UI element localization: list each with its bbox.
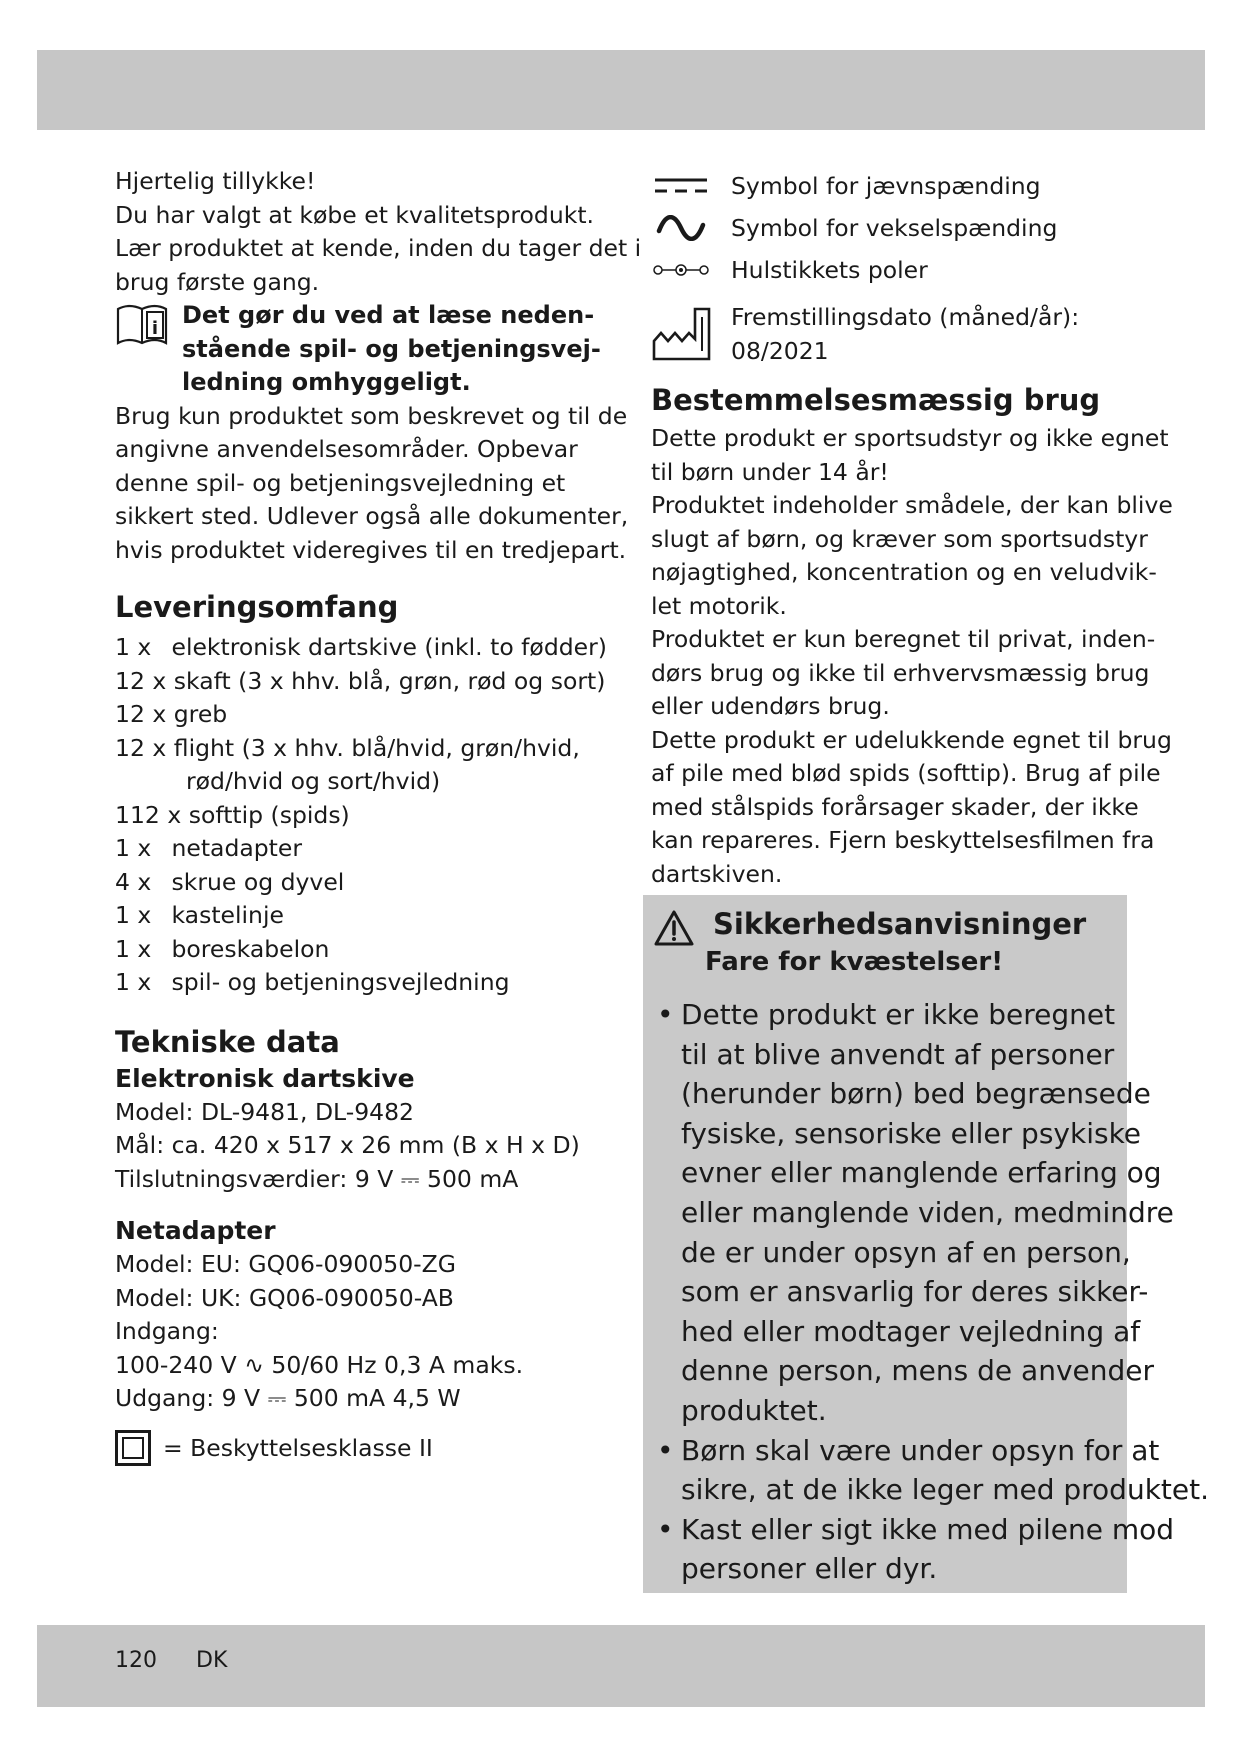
note-line: stående spil- og betjeningsvej- [182,334,601,363]
list-item: 12 x greb [115,700,228,728]
list-item: 1 x boreskabelon [115,934,330,963]
intro-line: Du har valgt at købe et kvalitetsprodukt. [115,200,595,229]
scope-heading: Leveringsomfang [115,590,399,624]
intended-line: dartskiven. [651,859,783,888]
header-band [37,50,1205,130]
tech-heading: Tekniske data [115,1024,340,1059]
info-book-icon [115,303,169,347]
intended-line: dørs brug og ikke til erhvervsmæssig brug [651,658,1150,687]
intended-line: Dette produkt er sportsudstyr og ikke egnet [651,424,1169,452]
symbol-row [651,249,1131,291]
list-item: • Børn skal være under opsyn for at sikre, at de ikke leger med produktet. [657,1431,1127,1510]
spec-line: 100-240 V ∿ 50/60 Hz 0,3 A maks. [115,1350,524,1379]
manufacture-date-value: 08/2021 [731,336,829,365]
symbol-row [651,207,1131,249]
intended-line: Produktet er kun beregnet til privat, inden- [651,625,1156,653]
list-item: 1 x kastelinje [115,901,284,929]
intro-text [115,165,642,299]
list-item: 1 x spil- og betjeningsvejledning [115,968,510,996]
warning-subtitle: Fare for kvæstelser! [705,947,1004,977]
manufacture-date-label: Fremstillingsdato (måned/år): [731,303,1080,331]
svg-text:i: i [151,318,159,339]
list-item: 112 x softtip (spids) [115,800,350,829]
usage-line: angivne anvendelsesområder. Opbevar [115,435,578,463]
usage-line: sikkert sted. Udlever også alle dokumenter, [115,502,629,530]
intro-line: Lær produktet at kende, inden du tager det i [115,234,642,262]
usage-line: hvis produktet videregives til en tredjepart. [115,535,627,564]
usage-line: Brug kun produktet som beskrevet og til de [115,401,628,430]
warning-list [657,995,1209,1589]
scope-list [115,631,615,1000]
dartboard-heading: Elektronisk dartskive [115,1063,415,1093]
list-item: 1 x elektronisk dartskive (inkl. to fødder) [115,633,607,661]
protection-class-ii-icon [115,1430,151,1466]
adapter-heading: Netadapter [115,1216,276,1245]
language-code: DK [196,1648,228,1673]
intended-line: Produktet indeholder smådele, der kan blive [651,491,1173,519]
warning-title: Sikkerhedsanvisninger [713,907,1087,941]
symbol-label: Symbol for jævnspænding [731,172,1041,200]
usage-line: denne spil- og betjeningsvejledning et [115,468,566,497]
bullet-icon: • [657,1512,674,1546]
spec-line: Model: DL-9481, DL-9482 [115,1097,415,1126]
intended-line: let motorik. [651,591,787,620]
spec-line: Indgang: [115,1317,219,1345]
right-column [651,165,1173,891]
symbol-label: Hulstikkets poler [731,256,928,284]
read-manual-note [115,299,615,400]
note-line: Det gør du ved at læse neden- [182,301,595,329]
intended-line: slugt af børn, og kræver som sportsudstyr [651,524,1148,553]
usage-text [115,400,629,568]
safety-warning-box [643,895,1209,1593]
intended-line: med stålspids forårsager skader, der ikke [651,792,1139,821]
ac-symbol-icon [651,213,711,243]
dc-symbol-icon [651,171,711,201]
list-item: 12 x flight (3 x hhv. blå/hvid, grøn/hvid, rød/hvid og sort/hvid) [115,733,580,795]
bullet-icon: • [657,1433,674,1467]
spec-line: Mål: ca. 420 x 517 x 26 mm (B x H x D) [115,1131,580,1159]
symbol-row [651,165,1131,207]
protection-class-label: = Beskyttelsesklasse II [163,1433,433,1462]
manufacture-date-icon [651,303,713,363]
left-column [115,165,642,1466]
intended-use-text [651,422,1173,891]
list-item: • Dette produkt er ikke beregnet til at blive anvendt af personer (herunder børn) bed begrænsede fysiske, sensoriske eller psykiske evner eller manglende erfaring og eller manglende viden, medmindre de er under opsyn af en person, som er ansvarlig for deres sikker- hed eller modtager vejledning af denne person, mens de anvender produktet. [657,995,1127,1431]
intended-line: nøjagtighed, koncentration og en veludvik- [651,558,1157,586]
protection-class [115,1430,615,1466]
intro-line: brug første gang. [115,267,320,296]
warning-triangle-icon [653,909,695,947]
intended-line: eller udendørs brug. [651,692,890,720]
symbol-label: Symbol for vekselspænding [731,214,1058,242]
intended-line: Dette produkt er udelukkende egnet til brug [651,725,1172,754]
intended-line: kan repareres. Fjern beskyttelsesfilmen fra [651,826,1155,854]
manufacture-date [651,301,1131,368]
page-number: 120 [115,1648,157,1673]
list-item: • Kast eller sigt ikke med pilene mod personer eller dyr. [657,1510,1127,1589]
list-item: 12 x skaft (3 x hhv. blå, grøn, rød og sort) [115,666,606,695]
spec-line: Tilslutningsværdier: 9 V ⎓ 500 mA [115,1164,519,1193]
list-item: 4 x skrue og dyvel [115,867,345,896]
spec-line: Model: EU: GQ06-090050-ZG [115,1250,456,1278]
spec-line: Udgang: 9 V ⎓ 500 mA 4,5 W [115,1384,461,1412]
spec-line: Model: UK: GQ06-090050-AB [115,1283,454,1312]
note-line: ledning omhyggeligt. [182,368,471,396]
intended-use-heading: Bestemmelsesmæssig brug [651,383,1101,417]
intended-line: af pile med blød spids (softtip). Brug af pile [651,759,1161,787]
polarity-icon [651,255,711,285]
intro-line: Hjertelig tillykke! [115,167,316,195]
intended-line: til børn under 14 år! [651,457,889,486]
list-item: 1 x netadapter [115,834,303,862]
bullet-icon: • [657,998,674,1031]
